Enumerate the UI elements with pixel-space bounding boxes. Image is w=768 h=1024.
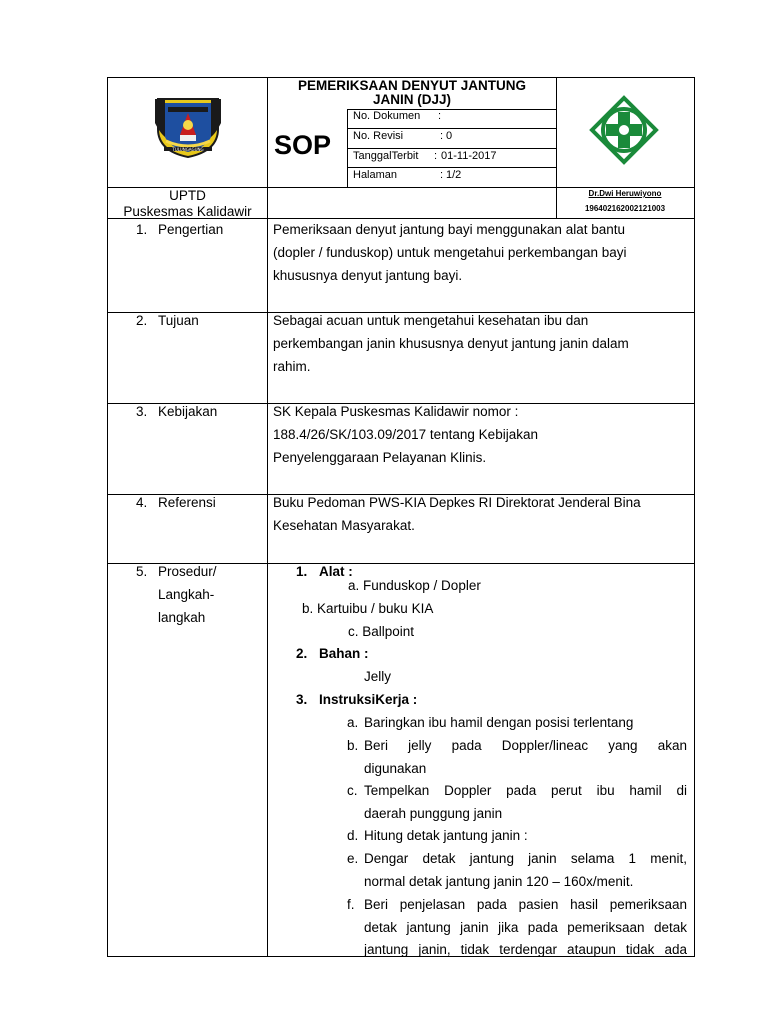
alat-item-a: a. Funduskop / Dopler	[348, 578, 481, 593]
step-c-line-1: Tempelkan Doppler pada perut ibu hamil di	[364, 783, 687, 798]
alat-heading: Alat :	[319, 564, 353, 579]
step-e-line-1: Dengar detak jantung janin selama 1 menit,	[364, 851, 687, 866]
section-1-line-2: (dopler / funduskop) untuk mengetahui perkembangan bayi	[273, 245, 627, 260]
step-e-line-2: normal detak jantung janin 120 – 160x/menit.	[364, 874, 634, 889]
bahan-heading: Bahan :	[319, 646, 369, 661]
title-line-2: JANIN (DJJ)	[372, 92, 451, 107]
logo-text: TULUNGAGUNG	[172, 147, 204, 152]
document-title	[268, 79, 556, 107]
section-2-title: Tujuan	[158, 313, 199, 328]
step-f-line-1: Beri penjelasan pada pasien hasil pemeriksaan	[364, 897, 687, 912]
section-1-line-1: Pemeriksaan denyut jantung bayi menggunakan alat bantu	[273, 222, 625, 237]
sop-label: SOP	[274, 130, 332, 160]
section-3-line-2: 188.4/26/SK/103.09/2017 tentang Kebijakan	[273, 427, 538, 442]
step-f-line-3: jantung janin, tidak terdengar ataupun tidak ada	[364, 942, 687, 957]
section-5-number: 5.	[136, 564, 148, 579]
instruksi-heading: InstruksiKerja :	[319, 692, 418, 707]
step-c-letter: c.	[347, 783, 358, 798]
bahan-item: Jelly	[364, 669, 392, 684]
meta-value-revisi: 0	[446, 130, 453, 142]
meta-sep-halaman: :	[440, 169, 444, 181]
org-name	[108, 188, 267, 220]
meta-sep-dokumen: :	[438, 110, 442, 122]
section-5-title-line-3: langkah	[158, 610, 206, 625]
step-a-letter: a.	[347, 715, 359, 730]
section-4-title: Referensi	[158, 495, 216, 510]
section-3-title: Kebijakan	[158, 404, 218, 419]
step-d-letter: d.	[347, 828, 359, 843]
section-3-line-1: SK Kepala Puskesmas Kalidawir nomor :	[273, 404, 519, 419]
meta-value-halaman: 1/2	[446, 169, 462, 181]
section-4-number: 4.	[136, 495, 148, 510]
alat-item-b: b. Kartuibu / buku KIA	[302, 601, 434, 616]
step-f-letter: f.	[347, 897, 355, 912]
meta-sep-tanggal: :	[434, 150, 438, 162]
signer-nip: 196402162002121003	[584, 204, 666, 213]
section-2-line-2: perkembangan janin khususnya denyut jantung janin dalam	[273, 336, 629, 351]
step-d-line-1: Hitung detak jantung janin :	[364, 828, 528, 843]
puskesmas-health-logo	[588, 94, 660, 171]
step-b-line-2: digunakan	[364, 761, 427, 776]
section-5-title-line-1: Prosedur/	[158, 564, 217, 579]
alat-number: 1.	[296, 564, 308, 579]
alat-item-c: c. Ballpoint	[348, 624, 415, 639]
org-line-2: Puskesmas Kalidawir	[123, 204, 252, 219]
meta-value-tanggal: 01-11-2017	[441, 150, 497, 162]
step-a-line-1: Baringkan ibu hamil dengan posisi terlentang	[364, 715, 634, 730]
instruksi-number: 3.	[296, 692, 308, 707]
section-2-line-1: Sebagai acuan untuk mengetahui kesehatan ibu dan	[273, 313, 589, 328]
section-4-line-1: Buku Pedoman PWS-KIA Depkes RI Direktorat Jenderal Bina	[273, 495, 641, 510]
meta-label-halaman: Halaman	[353, 169, 398, 181]
title-line-1: PEMERIKSAAN DENYUT JANTUNG	[297, 78, 527, 93]
section-4-line-2: Kesehatan Masyarakat.	[273, 518, 415, 533]
meta-label-tanggal: TanggalTerbit	[353, 150, 419, 162]
meta-label-revisi: No. Revisi	[353, 130, 404, 142]
section-1-title: Pengertian	[158, 222, 224, 237]
section-1-number: 1.	[136, 222, 148, 237]
section-5-title-line-2: Langkah-	[158, 587, 215, 602]
meta-label-dokumen: No. Dokumen	[353, 110, 421, 122]
section-2-number: 2.	[136, 313, 148, 328]
signer-name: Dr.Dwi Heruwiyono	[588, 189, 662, 198]
regency-emblem-logo	[150, 93, 226, 164]
step-b-letter: b.	[347, 738, 359, 753]
section-3-number: 3.	[136, 404, 148, 419]
section-1-line-3: khususnya denyut jantung bayi.	[273, 268, 463, 283]
section-2-line-3: rahim.	[273, 359, 311, 374]
step-f-line-2: detak jantung janin jika pada pemeriksaan detak	[364, 920, 687, 935]
step-c-line-2: daerah punggung janin	[364, 806, 503, 821]
bahan-number: 2.	[296, 646, 308, 661]
org-line-1: UPTD	[169, 188, 206, 203]
step-b-line-1: Beri jelly pada Doppler/lineac yang akan	[364, 738, 687, 753]
section-3-line-3: Penyelenggaraan Pelayanan Klinis.	[273, 450, 487, 465]
step-e-letter: e.	[347, 851, 359, 866]
meta-sep-revisi: :	[440, 130, 444, 142]
